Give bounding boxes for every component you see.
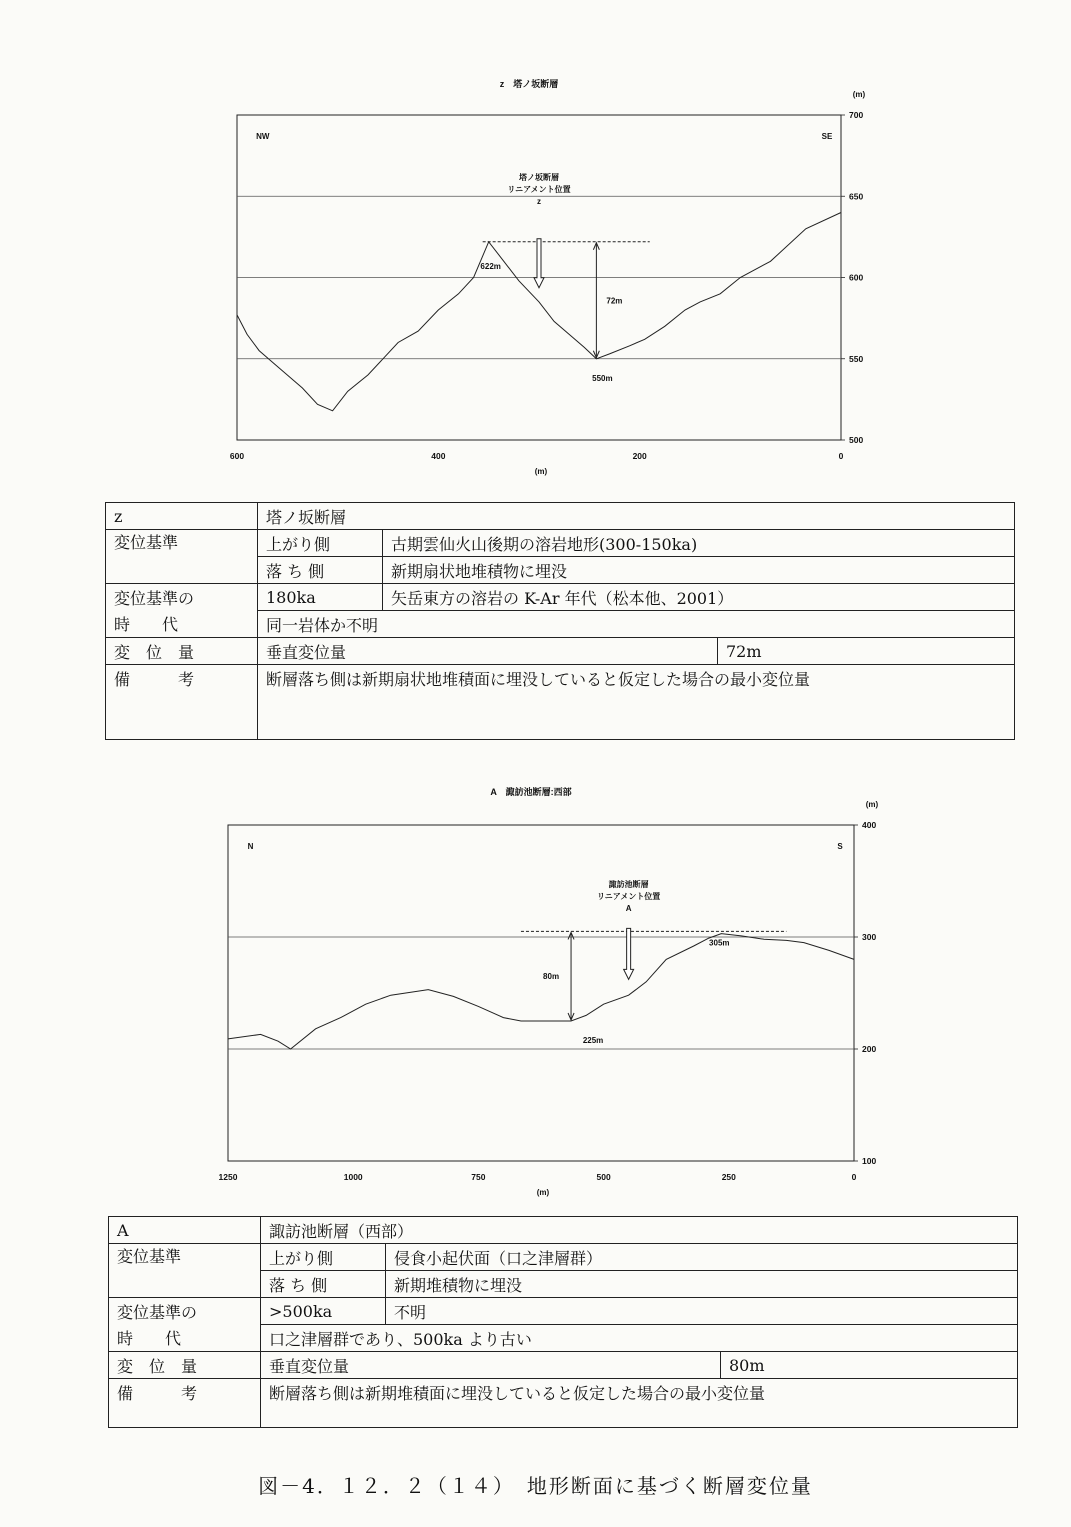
down-label: 落 ち 側: [258, 557, 383, 584]
plot-frame: [228, 825, 854, 1161]
up-value: 古期雲仙火山後期の溶岩地形(300-150ka): [383, 530, 1015, 557]
down-value: 新期扇状地堆積物に埋没: [383, 557, 1015, 584]
y-tick-label: 200: [862, 1044, 877, 1054]
x-tick-label: 250: [721, 1172, 736, 1182]
lineament-label: A: [625, 904, 632, 913]
x-tick-label: 1250: [218, 1172, 238, 1182]
right-direction-label: S: [837, 842, 843, 851]
fault-table-a: [108, 1216, 1018, 1428]
disp-type: 垂直変位量: [258, 638, 718, 665]
disp-label: 変 位 量: [106, 638, 258, 665]
lineament-arrow-icon: [534, 239, 544, 288]
y-axis-label: (m): [852, 90, 866, 99]
bottom-elevation-label: 225m: [582, 1036, 604, 1045]
y-tick-label: 700: [849, 110, 864, 120]
lineament-label: リニアメント位置: [596, 892, 661, 901]
y-axis-label: (m): [865, 800, 879, 809]
age-label-2: 時 代: [109, 1325, 261, 1352]
y-tick-label: 100: [862, 1156, 877, 1166]
x-tick-label: 0: [838, 451, 844, 461]
top-elevation-label: 305m: [709, 938, 730, 948]
chart-z-svg: [226, 70, 866, 480]
profile-chart-z: [226, 70, 866, 480]
age-label-1: 変位基準の: [109, 1298, 261, 1325]
up-label: 上がり側: [261, 1244, 386, 1271]
figure-caption: 図－4．１２．２（１４） 地形断面に基づく断層変位量: [258, 1474, 813, 1498]
fault-id: z: [106, 503, 258, 530]
x-tick-label: 400: [431, 451, 446, 461]
y-tick-label: 300: [862, 932, 877, 942]
down-label: 落 ち 側: [261, 1271, 386, 1298]
x-tick-label: 0: [851, 1172, 857, 1182]
lineament-label: 塔ノ坂断層: [519, 173, 559, 182]
remark-label: 備 考: [109, 1379, 261, 1428]
down-value: 新期堆積物に埋没: [386, 1271, 1018, 1298]
lineament-label: リニアメント位置: [507, 185, 571, 194]
x-tick-label: 500: [596, 1172, 611, 1182]
up-value: 侵食小起伏面（口之津層群）: [386, 1244, 1018, 1271]
disp-type: 垂直変位量: [261, 1352, 721, 1379]
age-value: 180ka: [258, 584, 383, 611]
chart-a-svg: [210, 778, 890, 1198]
top-elevation-label: 622m: [480, 261, 501, 271]
left-direction-label: NW: [256, 132, 270, 141]
base-label: 変位基準: [106, 530, 258, 584]
y-tick-label: 600: [849, 272, 864, 283]
offset-label: 72m: [606, 296, 623, 306]
age-note-2: 同一岩体か不明: [258, 611, 1015, 638]
base-label: 変位基準: [109, 1244, 261, 1298]
x-tick-label: 750: [471, 1172, 486, 1182]
left-direction-label: N: [247, 842, 254, 851]
right-direction-label: SE: [821, 132, 833, 141]
disp-label: 変 位 量: [109, 1352, 261, 1379]
fault-name: 諏訪池断層（西部）: [261, 1217, 1018, 1244]
chart-title: A 諏訪池断層:西部: [490, 787, 572, 797]
age-note: 不明: [386, 1298, 1018, 1325]
fault-id: A: [109, 1217, 261, 1244]
lineament-arrow-icon: [624, 928, 634, 979]
profile-chart-a: [210, 778, 890, 1198]
chart-title: z 塔ノ坂断層: [499, 79, 559, 89]
age-label-1: 変位基準の: [106, 584, 258, 611]
y-tick-label: 400: [862, 820, 877, 830]
fault-name: 塔ノ坂断層: [258, 503, 1015, 530]
y-tick-label: 500: [849, 435, 864, 445]
age-note: 矢岳東方の溶岩の K-Ar 年代（松本他、2001）: [383, 584, 1015, 611]
fault-table-z: [105, 502, 1015, 740]
x-tick-label: 1000: [343, 1172, 363, 1182]
profile-line: [228, 934, 854, 1049]
offset-label: 80m: [543, 972, 560, 982]
disp-value: 80m: [721, 1352, 1018, 1379]
remark-value: 断層落ち側は新期堆積面に埋没していると仮定した場合の最小変位量: [261, 1379, 1018, 1428]
age-label-2: 時 代: [106, 611, 258, 638]
y-tick-label: 550: [849, 353, 864, 364]
up-label: 上がり側: [258, 530, 383, 557]
x-axis-label: (m): [536, 1188, 550, 1197]
x-axis-label: (m): [534, 467, 548, 476]
lineament-label: 諏訪池断層: [608, 880, 649, 889]
age-value: >500ka: [261, 1298, 386, 1325]
remark-value: 断層落ち側は新期扇状地堆積面に埋没していると仮定した場合の最小変位量: [258, 665, 1015, 740]
age-note-2: 口之津層群であり、500ka より古い: [261, 1325, 1018, 1352]
y-tick-label: 650: [849, 191, 864, 202]
disp-value: 72m: [718, 638, 1015, 665]
x-tick-label: 600: [229, 451, 245, 461]
remark-label: 備 考: [106, 665, 258, 740]
x-tick-label: 200: [632, 451, 647, 461]
lineament-label: z: [537, 197, 541, 206]
bottom-elevation-label: 550m: [592, 373, 613, 383]
